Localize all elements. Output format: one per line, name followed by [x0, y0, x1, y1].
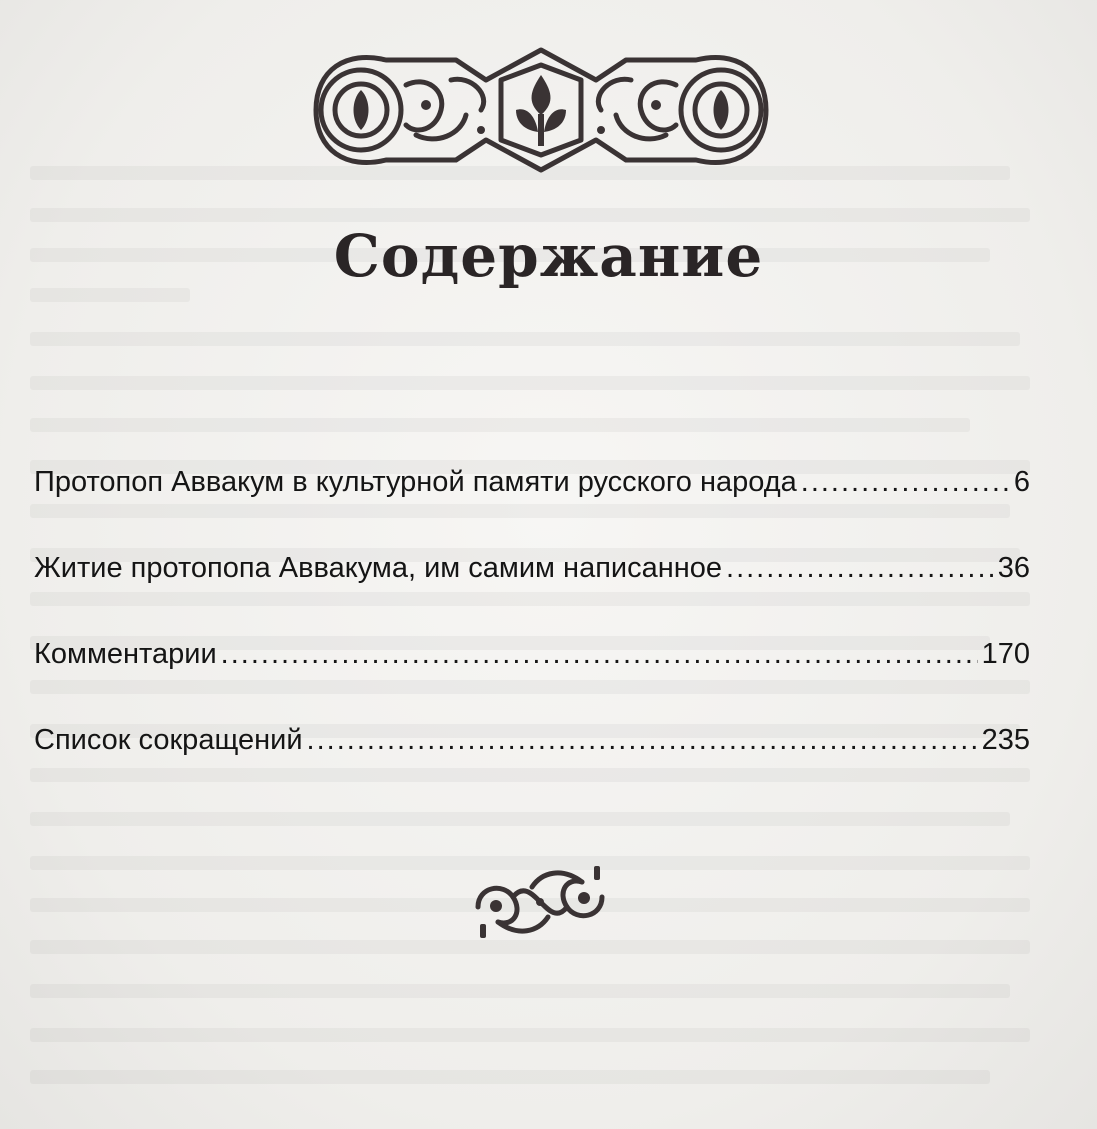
toc-entry[interactable] — [34, 466, 1030, 552]
toc-entry-page: 6 — [1013, 466, 1030, 498]
toc-entry-title: Список сокращений — [34, 724, 303, 756]
toc-leader-dots — [307, 724, 978, 757]
toc-entry-page: 235 — [981, 724, 1030, 756]
toc-entry-page: 36 — [997, 552, 1030, 584]
toc-entry-title: Житие протопопа Аввакума, им самим написанное — [34, 552, 723, 584]
page-title: Содержание — [333, 222, 764, 290]
toc-entry[interactable] — [34, 638, 1030, 724]
table-of-contents — [34, 466, 1030, 810]
toc-entry-title: Протопоп Аввакум в культурной памяти русского народа — [34, 466, 797, 498]
toc-leader-dots — [221, 638, 978, 671]
toc-entry[interactable] — [34, 724, 1030, 810]
toc-entry[interactable] — [34, 552, 1030, 638]
toc-leader-dots — [801, 466, 1010, 499]
floral-headpiece-icon — [276, 40, 806, 180]
toc-leader-dots — [726, 552, 994, 585]
toc-entry-page: 170 — [981, 638, 1030, 670]
scroll-tailpiece-icon — [458, 862, 622, 942]
toc-entry-title: Комментарии — [34, 638, 217, 670]
